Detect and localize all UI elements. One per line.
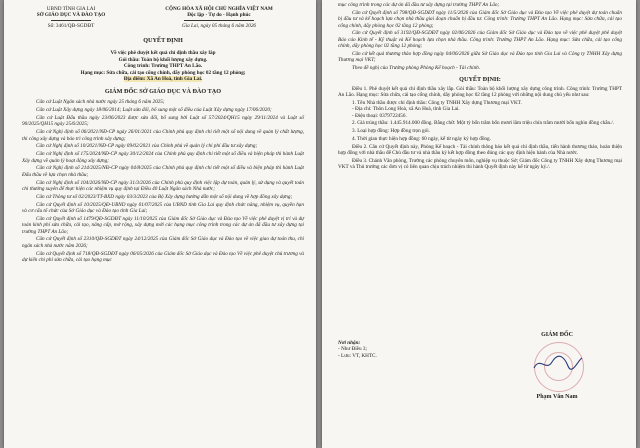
article-3: Điều 3. Chánh Văn phòng, Trưởng các phòng chuyên môn, nghiệp vụ thuộc Sở; Giám đốc Công ty TNHH Xây dựng Thương mại VKT và Thủ trưởng các đơn vị có liên quan chịu trách nhiệm thi hành Quyết định này kể từ ngày ký./. <box>338 158 622 171</box>
legal-basis: Căn cứ Nghị định số 214/2025/NĐ-CP ngày 04/8/2025 của Chính phủ quy định chi tiết một số điều và biện pháp thi hành Luật Đấu thầu về lựa chọn nhà thầu; <box>22 165 304 178</box>
national-motto: Độc lập - Tự do - Hạnh phúc <box>187 12 251 19</box>
department-name: SỞ GIÁO DỤC VÀ ĐÀO TẠO <box>36 12 106 19</box>
legal-basis: Căn cứ kết quả thương thảo hợp đồng ngày 04/06/2026 giữa Sở Giáo dục và Đào tạo tỉnh Gia Lai và Công ty TNHH Xây dựng Thương mại VKT; <box>338 51 622 64</box>
document-header <box>22 6 304 29</box>
article-item: 3. Loại hợp đồng: Hợp đồng trọn gói. <box>352 128 430 135</box>
document-number: Số: 3461/QĐ-SGDĐT <box>47 22 95 29</box>
left-page <box>4 0 316 448</box>
legal-basis: Căn cứ Nghị định số 175/2024/NĐ-CP ngày 30/12/2024 của Chính phủ quy định chi tiết một số điều và biện pháp thi hành Luật Xây dựng về quản lý hoạt động xây dựng; <box>22 151 304 164</box>
legal-basis: Căn cứ Quyết định số 798/QĐ-SGDĐT ngày 11/5/2026 của Giám đốc Sở Giáo dục và Đào tạo Về việc phê duyệt dự toán chuẩn bị đầu tư và kế hoạch lựa chọn nhà thầu giai đoạn chuẩn bị đầu tư. Công trình: Trường THPT An Lão. Hạng mục: Sửa chữa, cải tạo cổng chính, dãy phòng học 02 tầng 12 phòng; <box>338 9 622 29</box>
article-1: Điều 1. Phê duyệt kết quả chỉ định thầu xây lắp. Gói thầu: Toàn bộ khối lượng xây dựng công trình. Công trình: Trường THPT An Lão. Hạng mục: Sửa chữa, cải tạo cổng chính, dãy phòng học 02 tầng 12 phòng với những nội dung chủ yếu như sau: <box>338 85 622 99</box>
recipient-line: - Như Điều 3; <box>338 346 367 353</box>
continued-basis: mục công trình trong các dự án đã đầu tư xây dựng tại trường THPT An Lão; <box>338 2 500 8</box>
issuer-underline <box>51 20 91 21</box>
article-item: - Điện thoại: 0379722456. <box>352 112 407 119</box>
legal-basis: Căn cứ Nghị định số 104/2026/NĐ-CP ngày 31/3/2026 của Chính phủ quy định việc lập dự toán, quản lý, sử dụng và quyết toán chi thường xuyên để thực hiện các nhiệm vụ quy định tại Điều 40 Luật Ngân sách Nhà nước; <box>22 179 304 193</box>
legal-basis: Căn cứ Quyết định số 3192/QĐ-SGDĐT ngày 02/06/2026 của Giám đốc Sở Giáo dục và Đào tạo về việc phê duyệt phê duyệt Báo cáo Kinh tế - Kỹ thuật và Kế hoạch lựa chọn nhà thầu. Công trình: Trường THPT An Lão. Hạng mục: Sửa chữa, cải tạo cổng chính, dãy phòng học 02 tầng 12 phòng; <box>338 30 622 50</box>
right-page <box>322 0 636 448</box>
authority-title: GIÁM ĐỐC SỞ GIÁO DỤC VÀ ĐÀO TẠO <box>104 88 222 96</box>
subject-line-1: Về việc phê duyệt kết quả chỉ định thầu xây lắp <box>110 50 216 57</box>
legal-bases-list <box>22 99 304 263</box>
recipient-line: - Lưu: VT, KHTC. <box>338 352 377 359</box>
article-item: 1. Tên Nhà thầu được chỉ định thầu: Công ty TNHH Xây dựng Thương mại VKT. <box>352 99 522 106</box>
article-item: 2. Giá trúng thầu: 1.445.914.000 đồng. Bằng chữ: Một tỷ bốn trăm bốn mươi lăm triệu chín trăm mười bốn nghìn đồng chẵn./. <box>352 120 615 127</box>
legal-basis: Theo đề nghị của Trưởng phòng Phòng Kế hoạch - Tài chính. <box>352 65 481 72</box>
place-date: Gia Lai, ngày 05 tháng 6 năm 2026 <box>181 22 257 29</box>
subject-line-3: Công trình: Trường THPT An Lão. <box>123 63 203 70</box>
subject-line-5 <box>22 76 304 82</box>
motto-underline <box>184 20 254 21</box>
decides-heading: QUYẾT ĐỊNH: <box>459 75 501 83</box>
agency-name: UBND TỈNH GIA LAI <box>46 6 96 12</box>
legal-basis: Căn cứ Luật Xây dựng ngày 18/06/2014; Luật sửa đổi, bổ sung một số điều của Luật Xây dựng ngày 17/06/2020; <box>36 107 272 114</box>
subject-line-2: Gói thầu: Toàn bộ khối lượng xây dựng. <box>118 56 208 63</box>
legal-basis: Căn cứ Thông tư số 02/2023/TT-BXD ngày 03/3/2023 của Bộ Xây dựng hướng dẫn một số nội dung về hợp đồng xây dựng; <box>36 193 293 200</box>
national-block <box>134 6 304 29</box>
recipients-title: Nơi nhận: <box>338 340 361 346</box>
article-item: 4. Thời gian thực hiện hợp đồng: 60 ngày, kể từ ngày ký hợp đồng. <box>352 136 491 143</box>
signer-name: Phạm Văn Nam <box>536 394 578 401</box>
legal-basis: Căn cứ Luật Ngân sách nhà nước ngày 25 tháng 6 năm 2025; <box>36 99 165 106</box>
nation-title: CỘNG HÒA XÃ HỘI CHỦ NGHĨA VIỆT NAM <box>165 6 273 12</box>
signer-role: GIÁM ĐỐC <box>541 332 573 338</box>
article-2: Điều 2. Căn cứ Quyết định này, Phòng Kế hoạch - Tài chính thông báo kết quả chỉ định thầu, tiến hành thương thảo, hoàn thiện hợp đồng với nhà thầu để Chủ đầu tư và nhà thầu ký kết hợp đồng theo đúng các quy định hiện hành của Nhà nước. <box>338 143 622 157</box>
legal-basis: Căn cứ Quyết định số 2310/QĐ-SGDĐT ngày 24/12/2025 của Giám đốc Sở Giáo dục và Đào tạo về việc giao dự toán thu, chi ngân sách nhà nước năm 2026; <box>22 236 304 249</box>
legal-basis: Căn cứ Quyết định số 718/QĐ-SGDĐT ngày 06/05/2026 của Giám đốc Sở Giáo dục và Đào tạo Về việc phê duyệt chủ trương và dự kiến chi phí sửa chữa, cải tạo hạng mục <box>22 250 304 264</box>
article-1-items <box>338 100 622 143</box>
recipients-block <box>338 340 377 359</box>
location-highlight: Địa điểm: Xã An Hoà, tỉnh Gia Lai. <box>123 76 203 83</box>
legal-basis: Căn cứ Nghị định số 06/2021/NĐ-CP ngày 26/01/2021 của Chính phủ quy định chi tiết một số nội dung về quản lý chất lượng, thi công xây dựng và bảo trì công trình xây dựng; <box>22 129 304 142</box>
decision-title: QUYẾT ĐỊNH <box>143 37 183 45</box>
handwritten-signature <box>530 352 586 374</box>
legal-basis: Căn cứ Quyết định số 10/2025/QĐ-UBND ngày 01/07/2025 của UBND tỉnh Gia Lai quy định chức năng, nhiệm vụ, quyền hạn và cơ cấu tổ chức của Sở Giáo dục và Đào tạo tỉnh Gia Lai; <box>22 201 304 215</box>
article-item: - Địa chỉ: Thôn Long Hoà, xã An Hoà, tỉnh Gia Lai. <box>352 106 460 113</box>
issuer-block <box>22 6 120 29</box>
subject-line-4: Hạng mục: Sửa chữa, cải tạo cổng chính, dãy phòng học 02 tầng 12 phòng; <box>80 69 246 76</box>
legal-basis: Căn cứ Luật Đấu thầu ngày 23/06/2023 được sửa đổi, bổ sung bởi Luật số 57/2024/QH15 ngày 29/11/2024 và Luật số 90/2025/QH15 ngày 25/6/2025; <box>22 115 304 128</box>
signature-block <box>502 332 612 401</box>
legal-basis: Căn cứ Nghị định số 10/2021/NĐ-CP ngày 09/02/2021 của Chính phủ về quản lý chi phí đầu tư xây dựng; <box>36 143 258 150</box>
legal-basis: Căn cứ Quyết định số 1479/QĐ-SGDĐT ngày 11/10/2025 của Giám đốc Sở Giáo dục và Đào tạo Về việc phê duyệt vị trí và dự toán kinh phí sửa chữa, cải tạo, nâng cấp, mở rộng, xây dựng mới các hạng mục công trình trong các dự án đã đầu tư xây dựng tại trường THPT An Lão; <box>22 215 304 235</box>
